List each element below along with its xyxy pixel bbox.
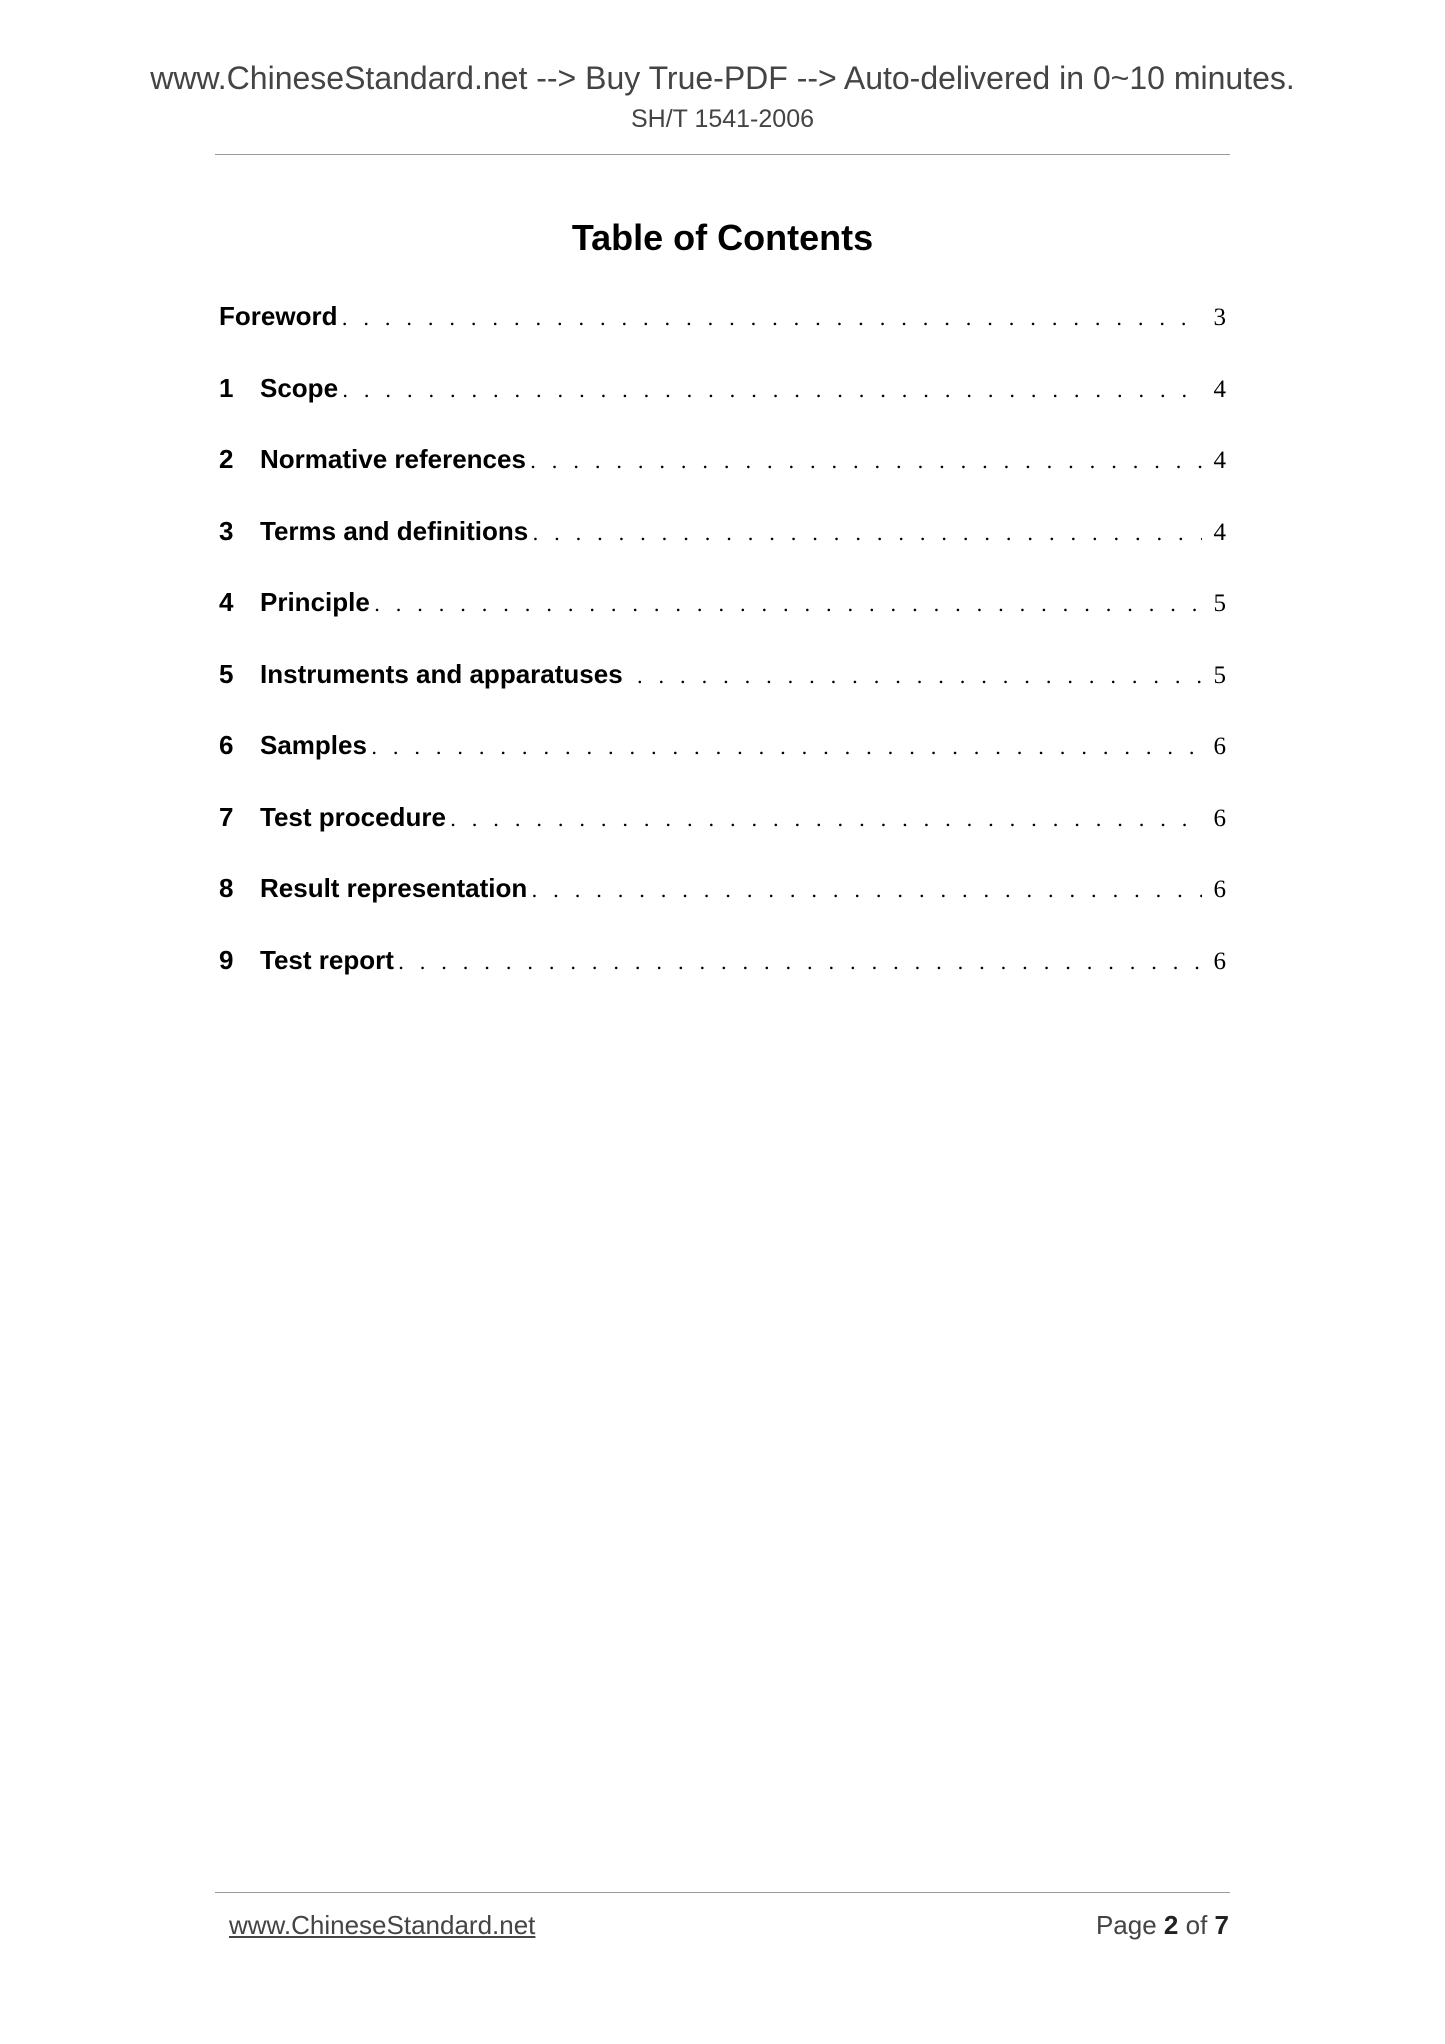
toc-entry-samples[interactable] xyxy=(219,725,1226,797)
total-pages-number: 7 xyxy=(1214,1910,1229,1940)
toc-entry-page: 6 xyxy=(1213,804,1226,832)
toc-entry-page: 3 xyxy=(1213,304,1226,331)
toc-entry-page: 6 xyxy=(1213,733,1226,760)
toc-entry-page: 6 xyxy=(1213,947,1226,975)
toc-entry-title: Test report xyxy=(260,944,394,975)
standard-code: SH/T 1541-2006 xyxy=(631,105,814,133)
toc-entry-test-report[interactable] xyxy=(219,940,1226,1012)
toc-leader-dots xyxy=(637,656,1202,696)
toc-entry-page: 4 xyxy=(1213,518,1226,546)
toc-entry-page: 4 xyxy=(1213,447,1226,474)
of-label: of xyxy=(1185,1910,1208,1940)
toc-leader-dots xyxy=(341,298,1202,338)
toc-leader-dots xyxy=(450,799,1202,839)
header-divider xyxy=(215,154,1230,155)
table-of-contents xyxy=(219,296,1226,1011)
toc-entry-number: 2 xyxy=(219,444,234,474)
toc-title: Table of Contents xyxy=(571,217,874,258)
toc-entry-normative-references[interactable] xyxy=(219,439,1226,511)
footer-divider xyxy=(215,1892,1230,1893)
toc-entry-result-representation[interactable] xyxy=(219,868,1226,940)
toc-entry-title: Normative references xyxy=(260,444,526,474)
toc-entry-title: Test procedure xyxy=(260,801,446,832)
toc-entry-title: Principle xyxy=(260,587,370,617)
toc-entry-scope[interactable] xyxy=(219,368,1226,440)
toc-entry-title: Result representation xyxy=(260,873,528,903)
toc-entry-title: Samples xyxy=(260,730,367,760)
toc-entry-page: 4 xyxy=(1213,375,1226,403)
page-label: Page xyxy=(1095,1910,1157,1940)
header-banner: www.ChineseStandard.net --> Buy True-PDF --> Auto-delivered in 0~10 minutes. xyxy=(150,60,1295,96)
footer-website-link[interactable]: www.ChineseStandard.net xyxy=(229,1910,536,1940)
toc-entry-number: 1 xyxy=(219,372,234,403)
toc-entry-instruments-and-apparatuses[interactable] xyxy=(219,654,1226,726)
toc-leader-dots xyxy=(532,513,1202,553)
toc-entry-page: 6 xyxy=(1213,876,1226,903)
toc-entry-terms-and-definitions[interactable] xyxy=(219,511,1226,583)
toc-entry-number: 7 xyxy=(219,801,234,832)
toc-entry-principle[interactable] xyxy=(219,582,1226,654)
toc-entry-page: 5 xyxy=(1213,590,1226,617)
toc-leader-dots xyxy=(374,584,1202,624)
toc-leader-dots xyxy=(398,942,1202,982)
toc-entry-test-procedure[interactable] xyxy=(219,797,1226,869)
current-page-number: 2 xyxy=(1163,1910,1179,1940)
page-indicator xyxy=(1096,1908,1229,1942)
toc-entry-number: 5 xyxy=(219,658,234,689)
toc-entry-number: 6 xyxy=(219,730,234,760)
toc-leader-dots xyxy=(342,370,1202,410)
toc-entry-number: 8 xyxy=(219,873,234,903)
toc-entry-foreword[interactable] xyxy=(219,296,1226,368)
toc-entry-page: 5 xyxy=(1213,661,1226,689)
toc-entry-title: Scope xyxy=(260,372,339,403)
toc-leader-dots xyxy=(531,870,1202,910)
toc-entry-title: Terms and definitions xyxy=(260,515,529,546)
toc-entry-number: 9 xyxy=(219,944,234,975)
toc-leader-dots xyxy=(371,727,1202,767)
toc-entry-number: 3 xyxy=(219,515,234,546)
toc-entry-number: 4 xyxy=(219,587,234,617)
toc-entry-title: Instruments and apparatuses xyxy=(260,658,623,689)
toc-entry-title: Foreword xyxy=(219,301,338,331)
toc-leader-dots xyxy=(530,441,1202,481)
